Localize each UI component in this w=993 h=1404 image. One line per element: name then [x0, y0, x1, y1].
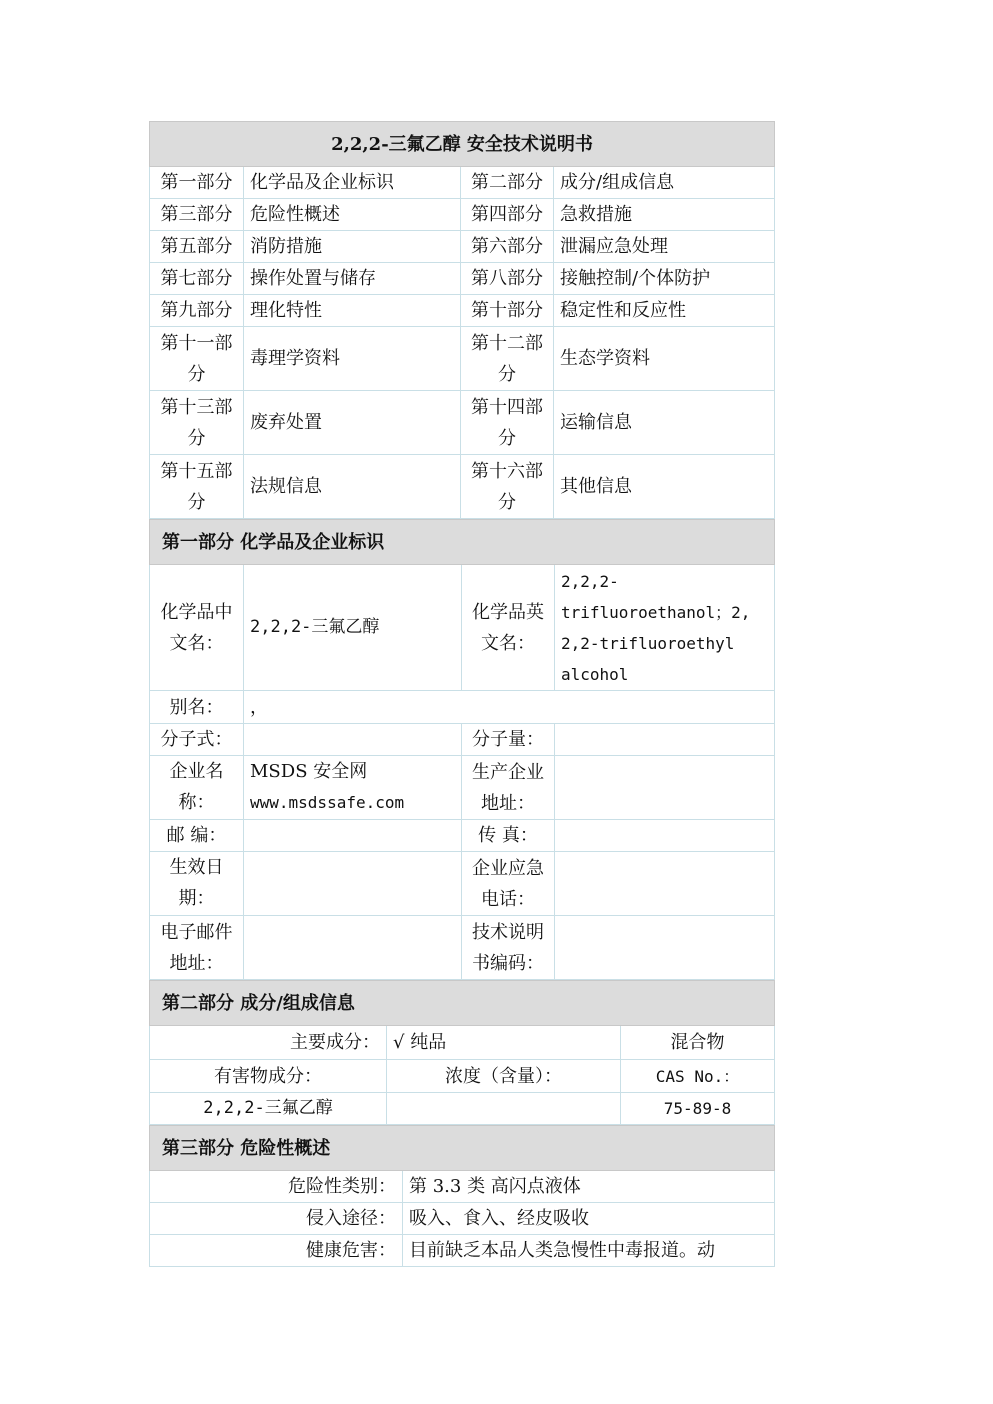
en-name-line-2: trifluoroethanol；2,: [561, 602, 751, 622]
email-label: 电子邮件地址：: [150, 916, 244, 980]
mw-value: [555, 724, 775, 756]
toc-part-number: 第五部分: [150, 231, 244, 263]
toc-part-title: 稳定性和反应性: [554, 295, 775, 327]
address-label: 生产企业地址：: [462, 756, 555, 820]
toc-part-number: 第九部分: [150, 295, 244, 327]
en-name-line-4: alcohol: [561, 664, 629, 684]
part3-table: [149, 1125, 775, 1267]
email-value: [244, 916, 462, 980]
company-value: [244, 756, 462, 820]
toc-part-title: 成分/组成信息: [554, 167, 775, 199]
component-concentration: [387, 1093, 621, 1125]
health-hazard-value: 目前缺乏本品人类急慢性中毒报道。动: [403, 1235, 775, 1267]
toc-part-title: 法规信息: [244, 455, 461, 519]
toc-row: [150, 199, 775, 231]
toc-part-title: 运输信息: [554, 391, 775, 455]
toc-part-number: 第四部分: [461, 199, 554, 231]
en-name-line-1: 2,2,2-: [561, 571, 619, 591]
en-name-value: [555, 565, 775, 691]
toc-row: [150, 295, 775, 327]
toc-part-number: 第七部分: [150, 263, 244, 295]
en-name-label: 化学品英文名：: [462, 565, 555, 691]
document-title: 2,2,2-三氟乙醇 安全技术说明书: [150, 122, 775, 167]
toc-row: [150, 263, 775, 295]
alias-label: 别名：: [150, 691, 244, 724]
company-name: MSDS 安全网: [250, 761, 368, 782]
date-value: [244, 852, 462, 916]
fax-value: [555, 820, 775, 852]
toc-part-number: 第八部分: [461, 263, 554, 295]
toc-part-number: 第十一部分: [150, 327, 244, 391]
toc-part-number: 第十部分: [461, 295, 554, 327]
toc-row: [150, 231, 775, 263]
toc-part-title: 泄漏应急处理: [554, 231, 775, 263]
msds-document: [149, 121, 774, 1267]
cn-name-label: 化学品中文名：: [150, 565, 244, 691]
toc-part-number: 第十四部分: [461, 391, 554, 455]
formula-value: [244, 724, 462, 756]
toc-part-title: 理化特性: [244, 295, 461, 327]
fax-label: 传 真：: [462, 820, 555, 852]
component-name: 2,2,2-三氟乙醇: [150, 1093, 387, 1125]
pure-option: √ 纯品: [387, 1026, 621, 1060]
toc-row: [150, 167, 775, 199]
toc-row: [150, 391, 775, 455]
toc-table: [149, 121, 775, 519]
part1-heading: 第一部分 化学品及企业标识: [150, 520, 775, 565]
cn-name-value: 2,2,2-三氟乙醇: [244, 565, 462, 691]
toc-part-number: 第十六部分: [461, 455, 554, 519]
mw-label: 分子量：: [462, 724, 555, 756]
toc-part-number: 第二部分: [461, 167, 554, 199]
entry-route-label: 侵入途径：: [150, 1203, 403, 1235]
part3-heading: 第三部分 危险性概述: [150, 1126, 775, 1171]
alias-value: ，: [244, 691, 775, 724]
main-composition-label: 主要成分：: [150, 1026, 387, 1060]
toc-row: [150, 327, 775, 391]
toc-part-number: 第三部分: [150, 199, 244, 231]
col-cas: CAS No.：: [621, 1060, 775, 1093]
company-label: 企业名称：: [150, 756, 244, 820]
emergency-value: [555, 852, 775, 916]
formula-label: 分子式：: [150, 724, 244, 756]
toc-part-title: 其他信息: [554, 455, 775, 519]
mixture-option: 混合物: [621, 1026, 775, 1060]
zip-label: 邮 编：: [150, 820, 244, 852]
toc-part-title: 操作处置与储存: [244, 263, 461, 295]
toc-part-title: 废弃处置: [244, 391, 461, 455]
part2-heading: 第二部分 成分/组成信息: [150, 981, 775, 1026]
col-hazardous-component: 有害物成分：: [150, 1060, 387, 1093]
en-name-line-3: 2,2-trifluoroethyl: [561, 633, 735, 653]
code-value: [555, 916, 775, 980]
code-label: 技术说明书编码：: [462, 916, 555, 980]
toc-part-number: 第六部分: [461, 231, 554, 263]
part2-table: [149, 980, 775, 1125]
emergency-label: 企业应急电话：: [462, 852, 555, 916]
part1-table: [149, 519, 775, 980]
toc-part-title: 接触控制/个体防护: [554, 263, 775, 295]
toc-part-number: 第十五部分: [150, 455, 244, 519]
toc-part-title: 毒理学资料: [244, 327, 461, 391]
toc-part-number: 第十二部分: [461, 327, 554, 391]
address-value: [555, 756, 775, 820]
hazard-class-label: 危险性类别：: [150, 1171, 403, 1203]
toc-part-title: 危险性概述: [244, 199, 461, 231]
date-label: 生效日期：: [150, 852, 244, 916]
col-concentration: 浓度（含量）：: [387, 1060, 621, 1093]
company-website: www.msdssafe.com: [250, 793, 405, 812]
toc-part-number: 第一部分: [150, 167, 244, 199]
toc-part-title: 消防措施: [244, 231, 461, 263]
zip-value: [244, 820, 462, 852]
component-cas: 75-89-8: [621, 1093, 775, 1125]
hazard-class-value: 第 3.3 类 高闪点液体: [403, 1171, 775, 1203]
entry-route-value: 吸入、食入、经皮吸收: [403, 1203, 775, 1235]
toc-row: [150, 455, 775, 519]
toc-part-number: 第十三部分: [150, 391, 244, 455]
health-hazard-label: 健康危害：: [150, 1235, 403, 1267]
toc-part-title: 化学品及企业标识: [244, 167, 461, 199]
toc-part-title: 生态学资料: [554, 327, 775, 391]
toc-part-title: 急救措施: [554, 199, 775, 231]
